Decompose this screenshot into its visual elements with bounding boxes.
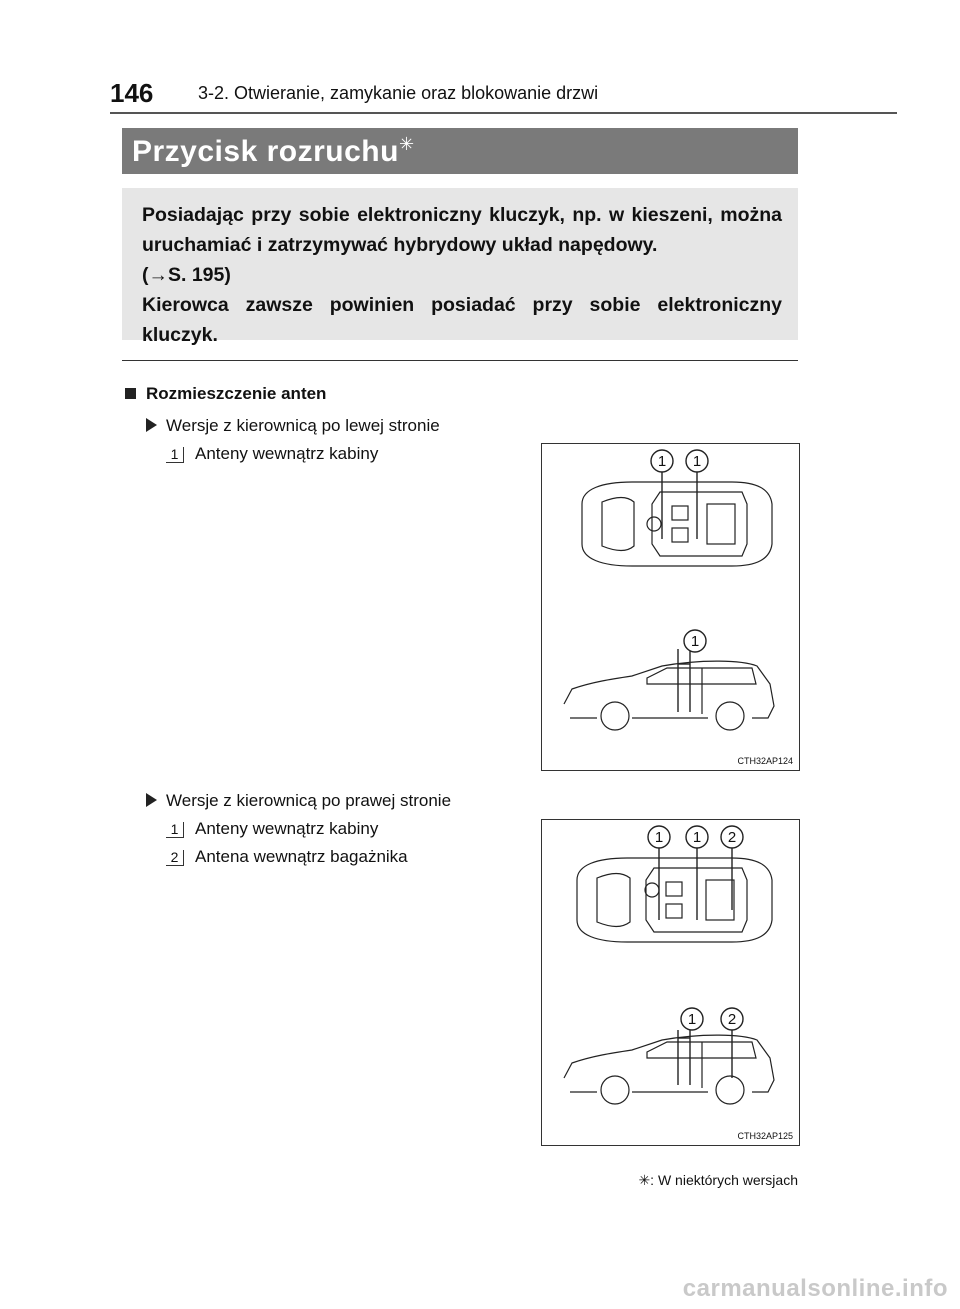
- chapter-title: 3-2. Otwieranie, zamykanie oraz blokowanie drzwi: [198, 83, 599, 103]
- triangle-bullet-icon: [146, 793, 157, 807]
- arrow-icon: →: [148, 264, 168, 286]
- page-title-text: Przycisk rozruchu: [132, 135, 399, 168]
- footnote-text: : W niektórych wersjach: [650, 1172, 798, 1188]
- item-number: 1: [166, 822, 184, 838]
- callout-1: 1: [687, 1011, 697, 1028]
- section-divider: [122, 360, 798, 361]
- item-text: Anteny wewnątrz kabiny: [195, 819, 379, 838]
- title-bar: [122, 128, 798, 174]
- callout-2: 2: [727, 829, 737, 846]
- rhd-label: Wersje z kierownicą po prawej stronie: [166, 791, 452, 810]
- callout-2: 2: [727, 1011, 737, 1028]
- figure-code: CTH32AP125: [737, 1131, 793, 1141]
- callout-1: 1: [692, 829, 702, 846]
- triangle-bullet-icon: [146, 418, 157, 432]
- car-side-view: [564, 661, 774, 730]
- rhd-item-2: [166, 847, 408, 867]
- asterisk-icon: ✳: [398, 134, 415, 154]
- callout-1: 1: [657, 453, 667, 470]
- header-rule: [110, 112, 897, 114]
- lhd-item-1: [166, 444, 378, 464]
- square-bullet-icon: [125, 388, 136, 399]
- watermark: carmanualsonline.info: [682, 1275, 948, 1302]
- intro-box: [122, 188, 798, 346]
- section-heading-text: Rozmieszczenie anten: [146, 384, 327, 403]
- intro-line-1: Posiadając przy sobie elektroniczny kluczyk, np. w kieszeni, można uruchamiać i zatrzymywać hybrydowy układ napędowy.: [142, 204, 782, 256]
- section-heading: [125, 384, 326, 404]
- callout-1: 1: [654, 829, 664, 846]
- car-top-view: [582, 482, 772, 566]
- footnote: [638, 1172, 798, 1189]
- rhd-item-1: [166, 819, 378, 839]
- car-top-view: [577, 858, 772, 942]
- intro-line-2: Kierowca zawsze powinien posiadać przy sobie elektroniczny kluczyk.: [142, 294, 782, 346]
- rhd-subheading: [146, 791, 451, 811]
- figure-code: CTH32AP124: [737, 756, 793, 766]
- item-text: Antena wewnątrz bagażnika: [195, 847, 408, 866]
- lhd-antenna-figure: [541, 443, 800, 771]
- page-number: 146: [110, 78, 154, 108]
- rhd-car-diagram: [542, 820, 799, 1145]
- lhd-label: Wersje z kierownicą po lewej stronie: [166, 416, 440, 435]
- page-title: [132, 134, 415, 169]
- page-reference[interactable]: S. 195: [168, 264, 225, 286]
- callout-1: 1: [690, 633, 700, 650]
- asterisk-icon: ✳: [638, 1172, 651, 1188]
- rhd-antenna-figure: [541, 819, 800, 1146]
- callout-1: 1: [692, 453, 702, 470]
- item-number: 1: [166, 447, 184, 463]
- intro-text: Posiadając przy sobie elektroniczny kluczyk, np. w kieszeni, można uruchamiać i zatrzymywać hybrydowy układ napędowy. (→S. 195) Kierowca zawsze powinien posiadać przy sobie elektroniczny kluczyk.: [142, 204, 782, 346]
- item-text: Anteny wewnątrz kabiny: [195, 444, 379, 463]
- lhd-subheading: [146, 416, 440, 436]
- lhd-car-diagram: [542, 444, 799, 770]
- item-number: 2: [166, 850, 184, 866]
- car-side-view: [564, 1035, 774, 1104]
